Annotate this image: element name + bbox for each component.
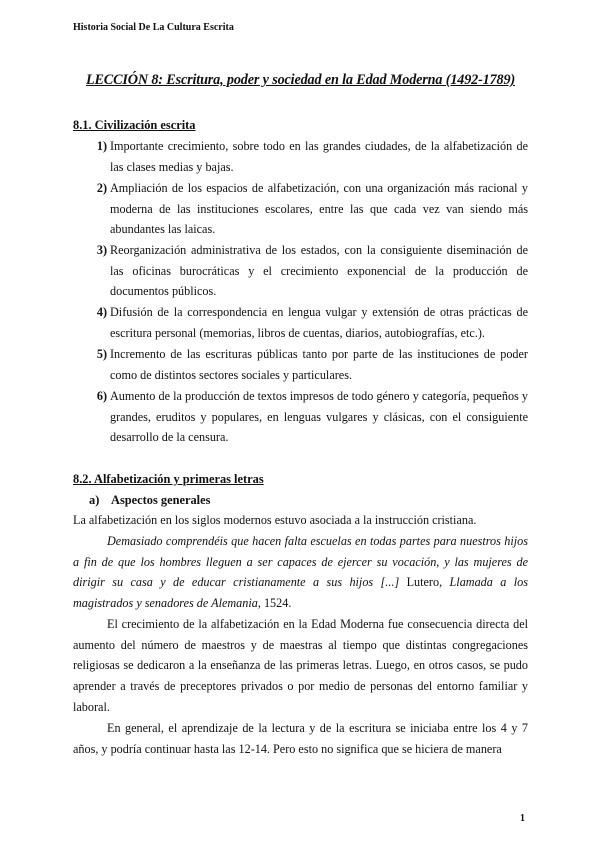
list-item-number: 1) [96, 139, 107, 153]
page-number: 1 [520, 813, 525, 824]
list-item [73, 302, 528, 343]
list-item-text: Incremento de las escrituras públicas tanto por parte de las instituciones de poder como de distintos sectores sociales y particulares. [110, 347, 528, 382]
list-item [73, 386, 528, 448]
body-paragraph: En general, el aprendizaje de la lectura y de la escritura se iniciaba entre los 4 y 7 años, y podría continuar hasta las 12-14. Pero esto no significa que se hiciera de manera [73, 721, 528, 756]
quote-year: , 1524. [257, 596, 292, 611]
quote-paragraph [73, 531, 528, 614]
list-item-text: Reorganización administrativa de los estados, con la consiguiente diseminación de las oficinas burocráticas y el crecimiento exponencial de la producción de documentos públicos. [110, 243, 528, 299]
list-item [73, 240, 528, 302]
subsection-heading [89, 493, 210, 508]
running-head: Historia Social De La Cultura Escrita [73, 22, 234, 33]
list-item-number: 5) [96, 347, 107, 361]
quote-author: Lutero, [399, 575, 450, 590]
list-item-text: Ampliación de los espacios de alfabetización, con una organización más racional y moderna de las instituciones escolares, entre las que cada vez van siendo más abundantes las laicas. [110, 181, 528, 237]
intro-paragraph: La alfabetización en los siglos modernos estuvo asociada a la instrucción cristiana. [73, 513, 477, 527]
list-item-number: 6) [96, 389, 107, 403]
list-item [73, 136, 528, 177]
list-item-text: Difusión de la correspondencia en lengua vulgar y extensión de otras prácticas de escritura personal (memorias, libros de cuentas, diarios, autobiografías, etc.). [110, 305, 528, 340]
list-item-text: Importante crecimiento, sobre todo en las grandes ciudades, de la alfabetización de las clases medias y bajas. [110, 139, 528, 174]
subsection-letter: a) [89, 493, 100, 507]
body-paragraph: El crecimiento de la alfabetización en la Edad Moderna fue consecuencia directa del aumento del número de maestros y de maestras al tiempo que distintas congregaciones religiosas se dedicaron a la enseñanza de las primeras letras. Luego, en otros casos, se pudo aprender a través de preceptores privados o por medio de personas del entorno familiar y laboral. [73, 617, 528, 714]
list-item-number: 3) [96, 243, 107, 257]
section-heading-8-2: 8.2. Alfabetización y primeras letras [73, 472, 264, 486]
list-item-number: 2) [96, 181, 107, 195]
list-item-text: Aumento de la producción de textos impresos de todo género y categoría, pequeños y grandes, eruditos y populares, en lenguas vulgares y clásicas, con el consiguiente desarrollo de la censura. [110, 389, 528, 445]
list-item [73, 178, 528, 240]
list-item [73, 344, 528, 385]
list-item-number: 4) [96, 305, 107, 319]
quote-text: Demasiado comprendéis que hacen falta escuelas en todas partes para nuestros hijos a fin de que los hombres lleguen a ser capaces de ejercer su vocación, y las mujeres de dirigir su casa y de educar cristianamente a sus hijos [...] [73, 534, 528, 590]
section-heading-8-1: 8.1. Civilización escrita [73, 118, 196, 132]
quote-work: Llamada a los magistrados y senadores de Alemania [73, 575, 528, 611]
lesson-title: LECCIÓN 8: Escritura, poder y sociedad en la Edad Moderna (1492-1789) [85, 72, 516, 88]
subsection-title: Aspectos generales [111, 493, 211, 507]
